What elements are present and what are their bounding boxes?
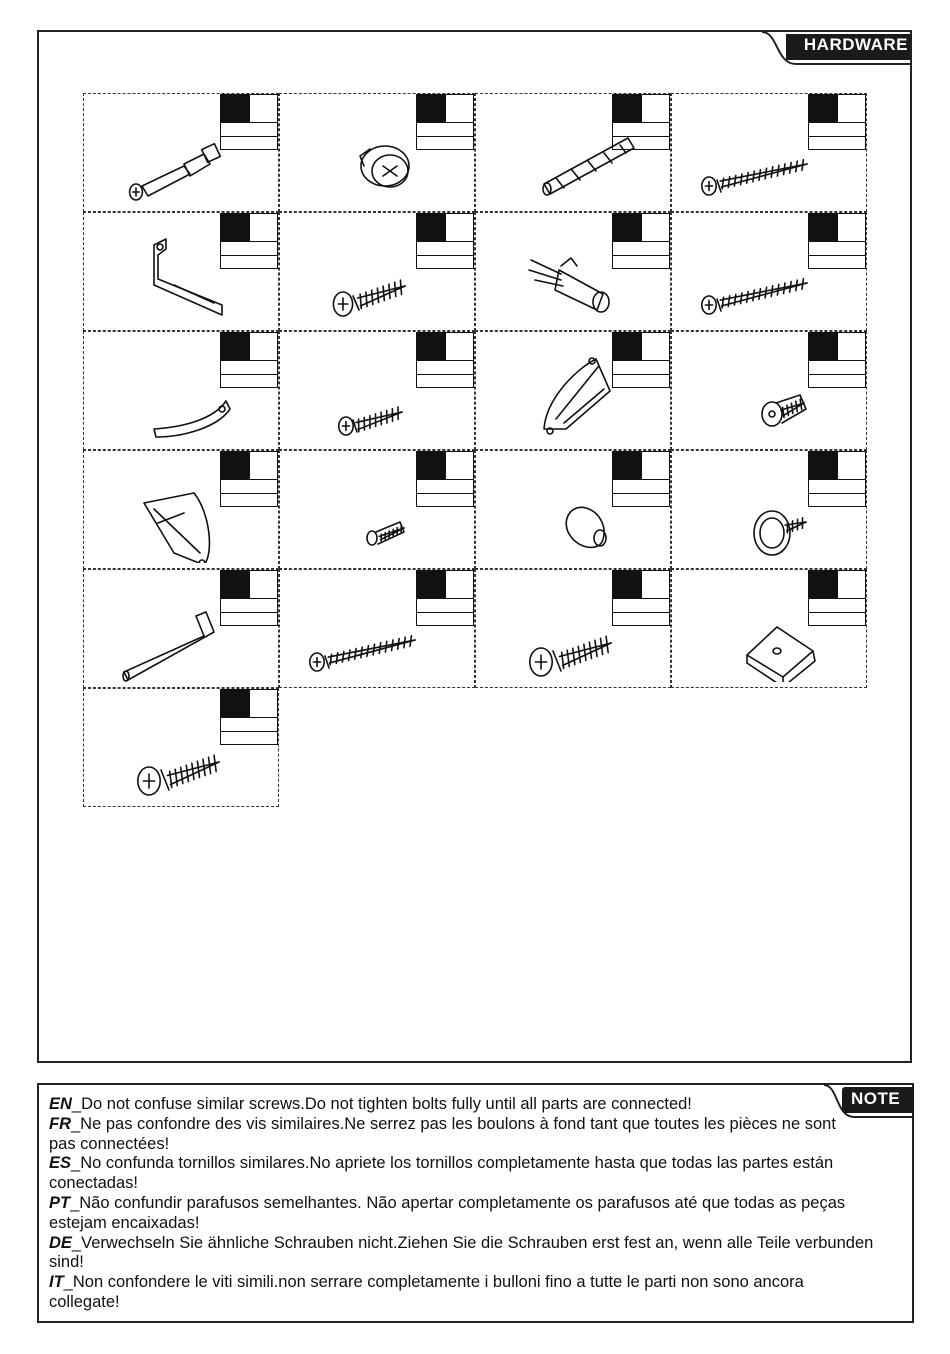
knob-icon bbox=[682, 463, 862, 563]
note-line-de: DE_Verwechseln Sie ähnliche Schrauben nicht.Ziehen Sie die Schrauben erst fest an, wenn alle Teile verbunden sind! bbox=[49, 1233, 874, 1272]
hardware-part-cell bbox=[475, 450, 671, 569]
hardware-part-cell bbox=[83, 569, 279, 688]
note-line-en: EN_Do not confuse similar screws.Do not tighten bolts fully until all parts are connected! bbox=[49, 1095, 692, 1113]
hardware-part-cell bbox=[279, 212, 475, 331]
hardware-part-cell bbox=[83, 212, 279, 331]
flat-head-screw-icon bbox=[94, 701, 274, 801]
note-line-fr: FR_Ne pas confondre des vis similaires.Ne serrez pas les boulons à fond tant que toutes les pièces ne sont pas connectées! bbox=[49, 1114, 836, 1153]
hardware-part-cell bbox=[279, 450, 475, 569]
short-screw-icon bbox=[290, 225, 470, 325]
hinge-plate-right-icon bbox=[94, 463, 274, 563]
wall-anchor-icon bbox=[486, 225, 666, 325]
cam-bolt-icon bbox=[94, 106, 274, 206]
hardware-part-cell bbox=[671, 212, 867, 331]
hardware-part-cell bbox=[83, 688, 279, 807]
hardware-part-cell bbox=[671, 93, 867, 212]
hardware-part-cell bbox=[475, 569, 671, 688]
hinge-plate-left-icon bbox=[486, 344, 666, 444]
allen-key-icon bbox=[94, 582, 274, 682]
hardware-part-cell bbox=[475, 212, 671, 331]
cap-icon bbox=[486, 463, 666, 563]
hardware-part-cell bbox=[83, 331, 279, 450]
pan-head-screw-icon bbox=[290, 344, 470, 444]
note-line-pt: PT_Não confundir parafusos semelhantes. Não apertar completamente os parafusos até que todas as peças estejam encaixadas! bbox=[49, 1193, 846, 1232]
hardware-tab bbox=[768, 30, 912, 62]
corner-bracket-icon bbox=[682, 582, 862, 682]
small-bolt-icon bbox=[290, 463, 470, 563]
hardware-part-cell bbox=[671, 569, 867, 688]
l-bracket-icon bbox=[94, 225, 274, 325]
long-screw-icon bbox=[290, 582, 470, 682]
hardware-part-cell bbox=[671, 450, 867, 569]
wooden-dowel-icon bbox=[486, 106, 666, 206]
note-line-es: ES_No confunda tornillos similares.No apriete los tornillos completamente hasta que todas las partes están conectadas! bbox=[49, 1154, 834, 1193]
hardware-part-cell bbox=[475, 93, 671, 212]
hardware-part-cell bbox=[83, 450, 279, 569]
long-screw-icon bbox=[682, 106, 862, 206]
cam-lock-icon bbox=[290, 106, 470, 206]
hardware-part-cell bbox=[475, 331, 671, 450]
hardware-part-cell bbox=[279, 569, 475, 688]
note-box bbox=[37, 1083, 914, 1323]
hardware-part-cell bbox=[279, 331, 475, 450]
hardware-part-cell bbox=[279, 93, 475, 212]
note-label: NOTE bbox=[851, 1089, 901, 1108]
allen-bolt-icon bbox=[682, 344, 862, 444]
hardware-label: HARDWARE bbox=[803, 35, 908, 54]
note-line-it: IT_Non confondere le viti simili.non serrare completamente i bulloni fino a tutte le parti non sono ancora collegate! bbox=[49, 1273, 804, 1311]
note-text bbox=[49, 1095, 904, 1313]
hardware-part-cell bbox=[671, 331, 867, 450]
curved-plate-icon bbox=[94, 344, 274, 444]
hardware-part-cell bbox=[83, 93, 279, 212]
flat-head-screw-icon bbox=[486, 582, 666, 682]
long-screw-icon bbox=[682, 225, 862, 325]
